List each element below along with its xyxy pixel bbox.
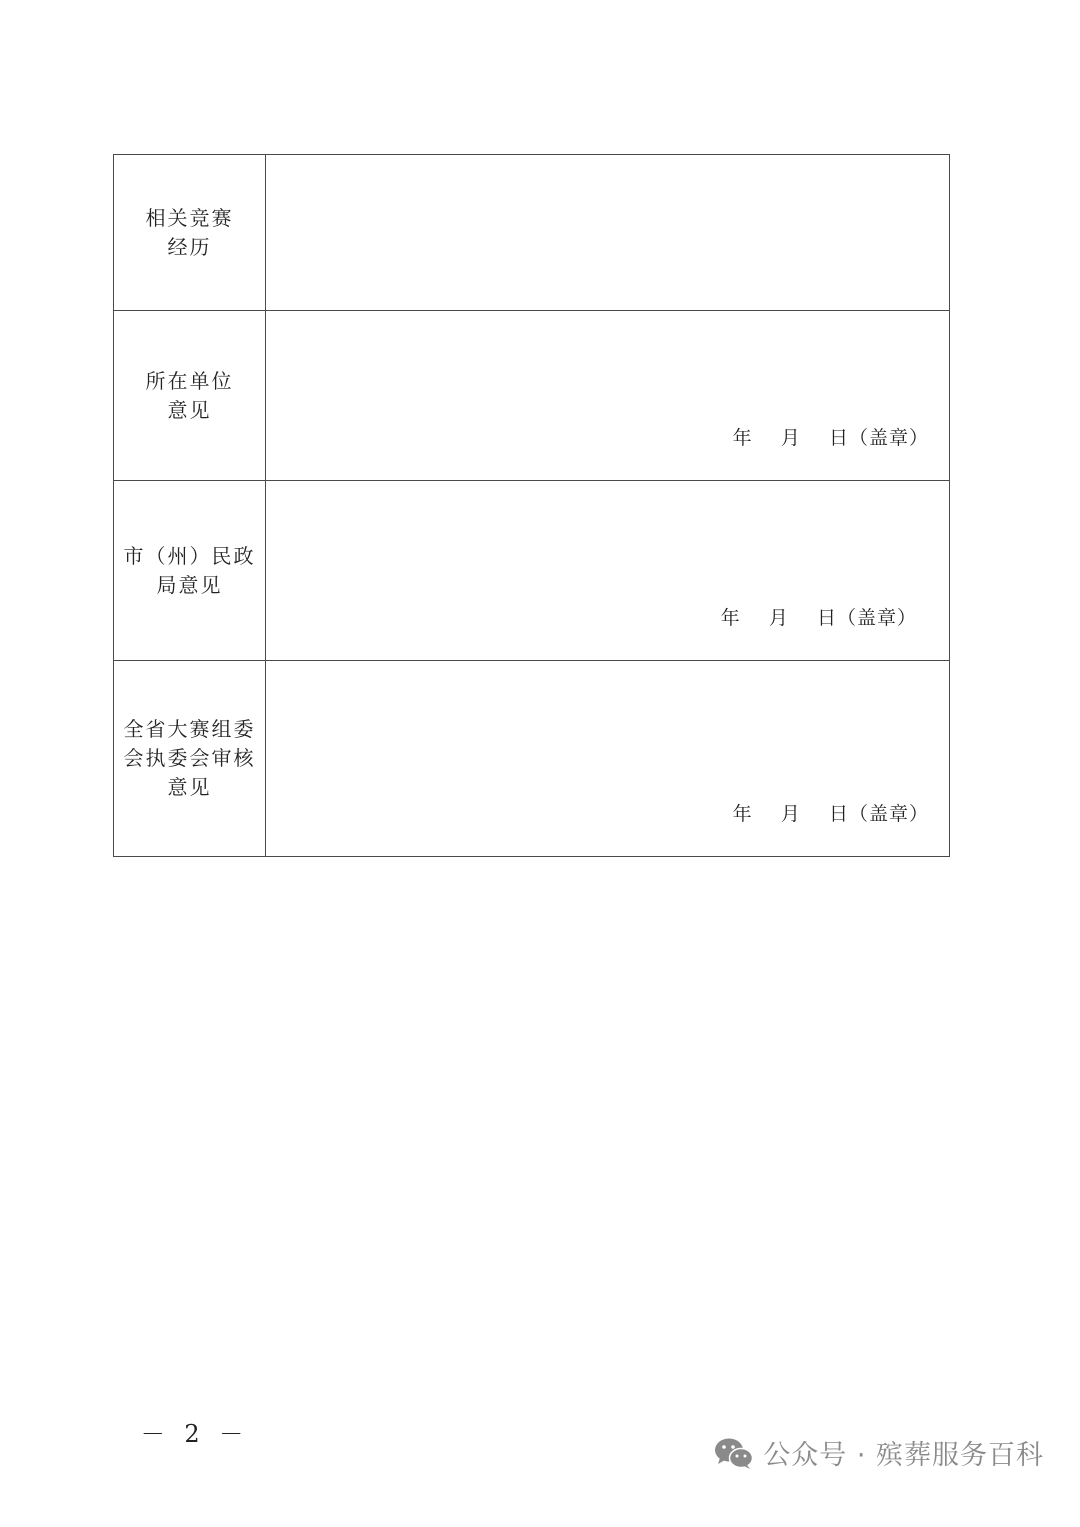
label-line: 市（州）民政 (123, 543, 256, 568)
wechat-watermark (713, 1433, 1044, 1472)
form-row-competition-experience (114, 155, 950, 311)
form-row-committee-review-opinion (114, 661, 950, 857)
watermark-text: 公众号 · 殡葬服务百科 (763, 1440, 1044, 1471)
date-seal-line: 年 月 日（盖章） (732, 427, 929, 449)
label-line: 经历 (167, 234, 212, 259)
form-row-unit-opinion (114, 311, 950, 481)
label-line: 会执委会审核 (123, 746, 256, 770)
competition-experience-field[interactable] (266, 155, 950, 311)
civil-affairs-opinion-field[interactable] (266, 481, 950, 661)
label-line: 相关竞赛 (145, 205, 234, 230)
label-line: 全省大赛组委 (123, 717, 256, 741)
page-number: － 2 － (140, 1420, 250, 1448)
label-line: 意见 (167, 775, 212, 799)
row-label-unit-opinion (114, 311, 266, 481)
date-seal-line: 年 月 日（盖章） (720, 607, 917, 629)
form-row-civil-affairs-opinion (114, 481, 950, 661)
label-line: 局意见 (156, 572, 223, 597)
row-label-competition-experience (114, 155, 266, 311)
wechat-icon (713, 1436, 755, 1470)
unit-opinion-field[interactable] (266, 311, 950, 481)
date-seal-line: 年 月 日（盖章） (732, 803, 929, 825)
committee-review-opinion-field[interactable] (266, 661, 950, 857)
application-form-table (113, 154, 950, 857)
row-label-civil-affairs-opinion (114, 481, 266, 661)
label-line: 意见 (167, 397, 212, 422)
row-label-committee-review-opinion (114, 661, 266, 857)
label-line: 所在单位 (145, 368, 234, 393)
